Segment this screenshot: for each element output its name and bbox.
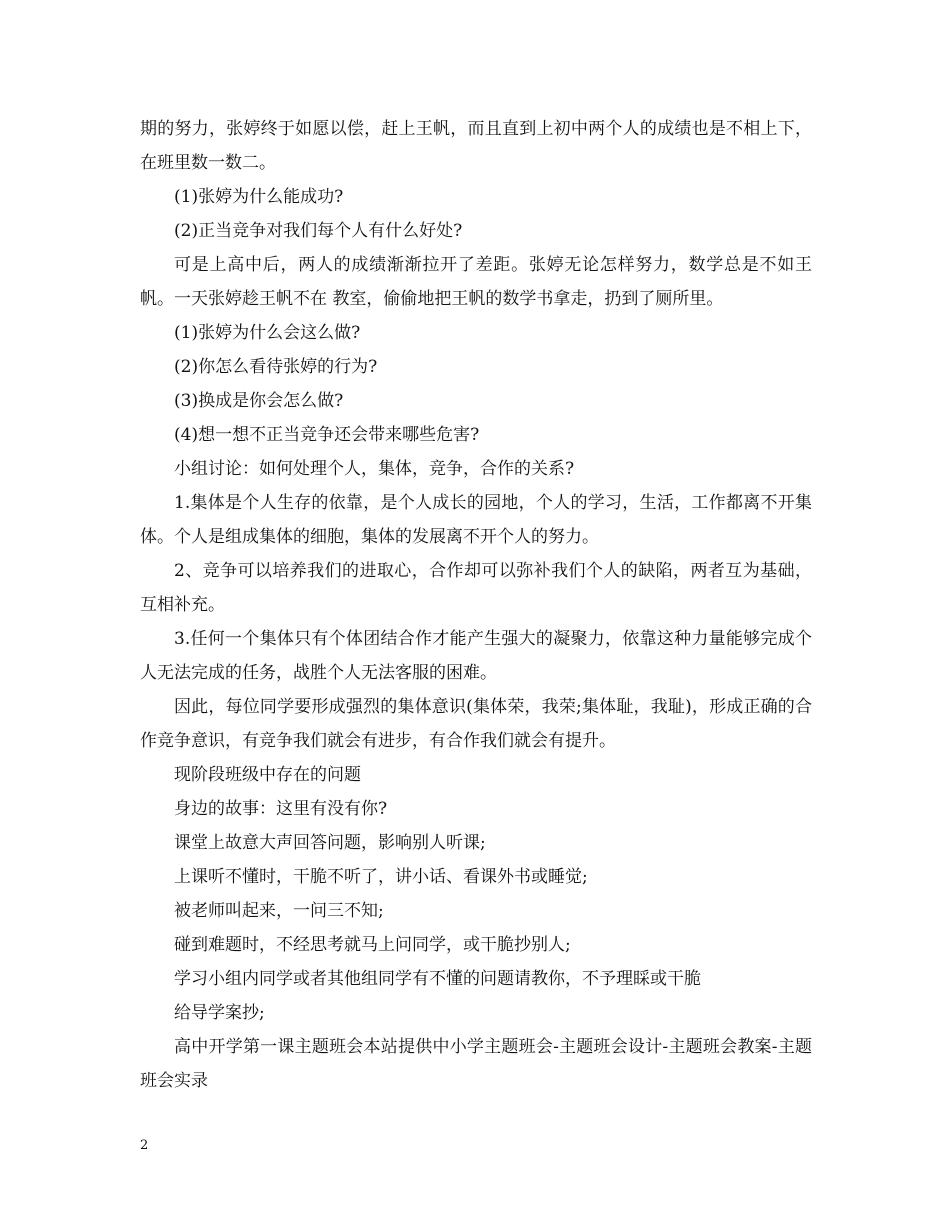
- paragraph: 上课听不懂时，干脆不听了，讲小话、看课外书或睡觉;: [174, 867, 588, 887]
- paragraph: (4)想一想不正当竞争还会带来哪些危害?: [174, 425, 480, 445]
- paragraph: 小组讨论：如何处理个人，集体，竞争，合作的关系?: [174, 459, 575, 479]
- paragraph: 2、竞争可以培养我们的进取心，合作却可以弥补我们个人的缺陷，两者互为基础，互相补充。: [140, 561, 812, 615]
- paragraph: 碰到难题时，不经思考就马上问同学，或干脆抄别人;: [174, 935, 571, 955]
- paragraph: 因此，每位同学要形成强烈的集体意识(集体荣，我荣;集体耻，我耻)，形成正确的合作竞争意识，有竞争我们就会有进步，有合作我们就会有提升。: [140, 697, 812, 751]
- paragraph: 身边的故事：这里有没有你?: [174, 799, 388, 819]
- paragraph: 1.集体是个人生存的依靠，是个人成长的园地，个人的学习，生活，工作都离不开集体。个人是组成集体的细胞，集体的发展离不开个人的努力。: [140, 493, 812, 547]
- paragraph: 课堂上故意大声回答问题，影响别人听课;: [174, 833, 486, 853]
- paragraph: 现阶段班级中存在的问题: [174, 765, 361, 785]
- paragraph: 学习小组内同学或者其他组同学有不懂的问题请教你，不予理睬或干脆: [174, 969, 701, 989]
- paragraph: 给导学案抄;: [174, 1003, 265, 1023]
- document-body: [140, 112, 812, 1098]
- page-number: 2: [140, 1138, 149, 1153]
- paragraph: 3.任何一个集体只有个体团结合作才能产生强大的凝聚力，依靠这种力量能够完成个人无法完成的任务，战胜个人无法客服的困难。: [140, 629, 812, 683]
- paragraph: 可是上高中后，两人的成绩渐渐拉开了差距。张婷无论怎样努力，数学总是不如王帆。一天张婷趁王帆不在 教室，偷偷地把王帆的数学书拿走，扔到了厕所里。: [140, 255, 812, 309]
- paragraph: (3)换成是你会怎么做?: [174, 391, 344, 411]
- paragraph: (2)正当竞争对我们每个人有什么好处?: [174, 221, 463, 241]
- paragraph: 期的努力，张婷终于如愿以偿，赶上王帆，而且直到上初中两个人的成绩也是不相上下，在班里数一数二。: [140, 119, 812, 173]
- paragraph: 被老师叫起来，一问三不知;: [174, 901, 384, 921]
- paragraph: (1)张婷为什么会这么做?: [174, 323, 361, 343]
- paragraph: (1)张婷为什么能成功?: [174, 187, 344, 207]
- paragraph: 高中开学第一课主题班会本站提供中小学主题班会-主题班会设计-主题班会教案-主题班会实录: [140, 1037, 812, 1091]
- paragraph: (2)你怎么看待张婷的行为?: [174, 357, 378, 377]
